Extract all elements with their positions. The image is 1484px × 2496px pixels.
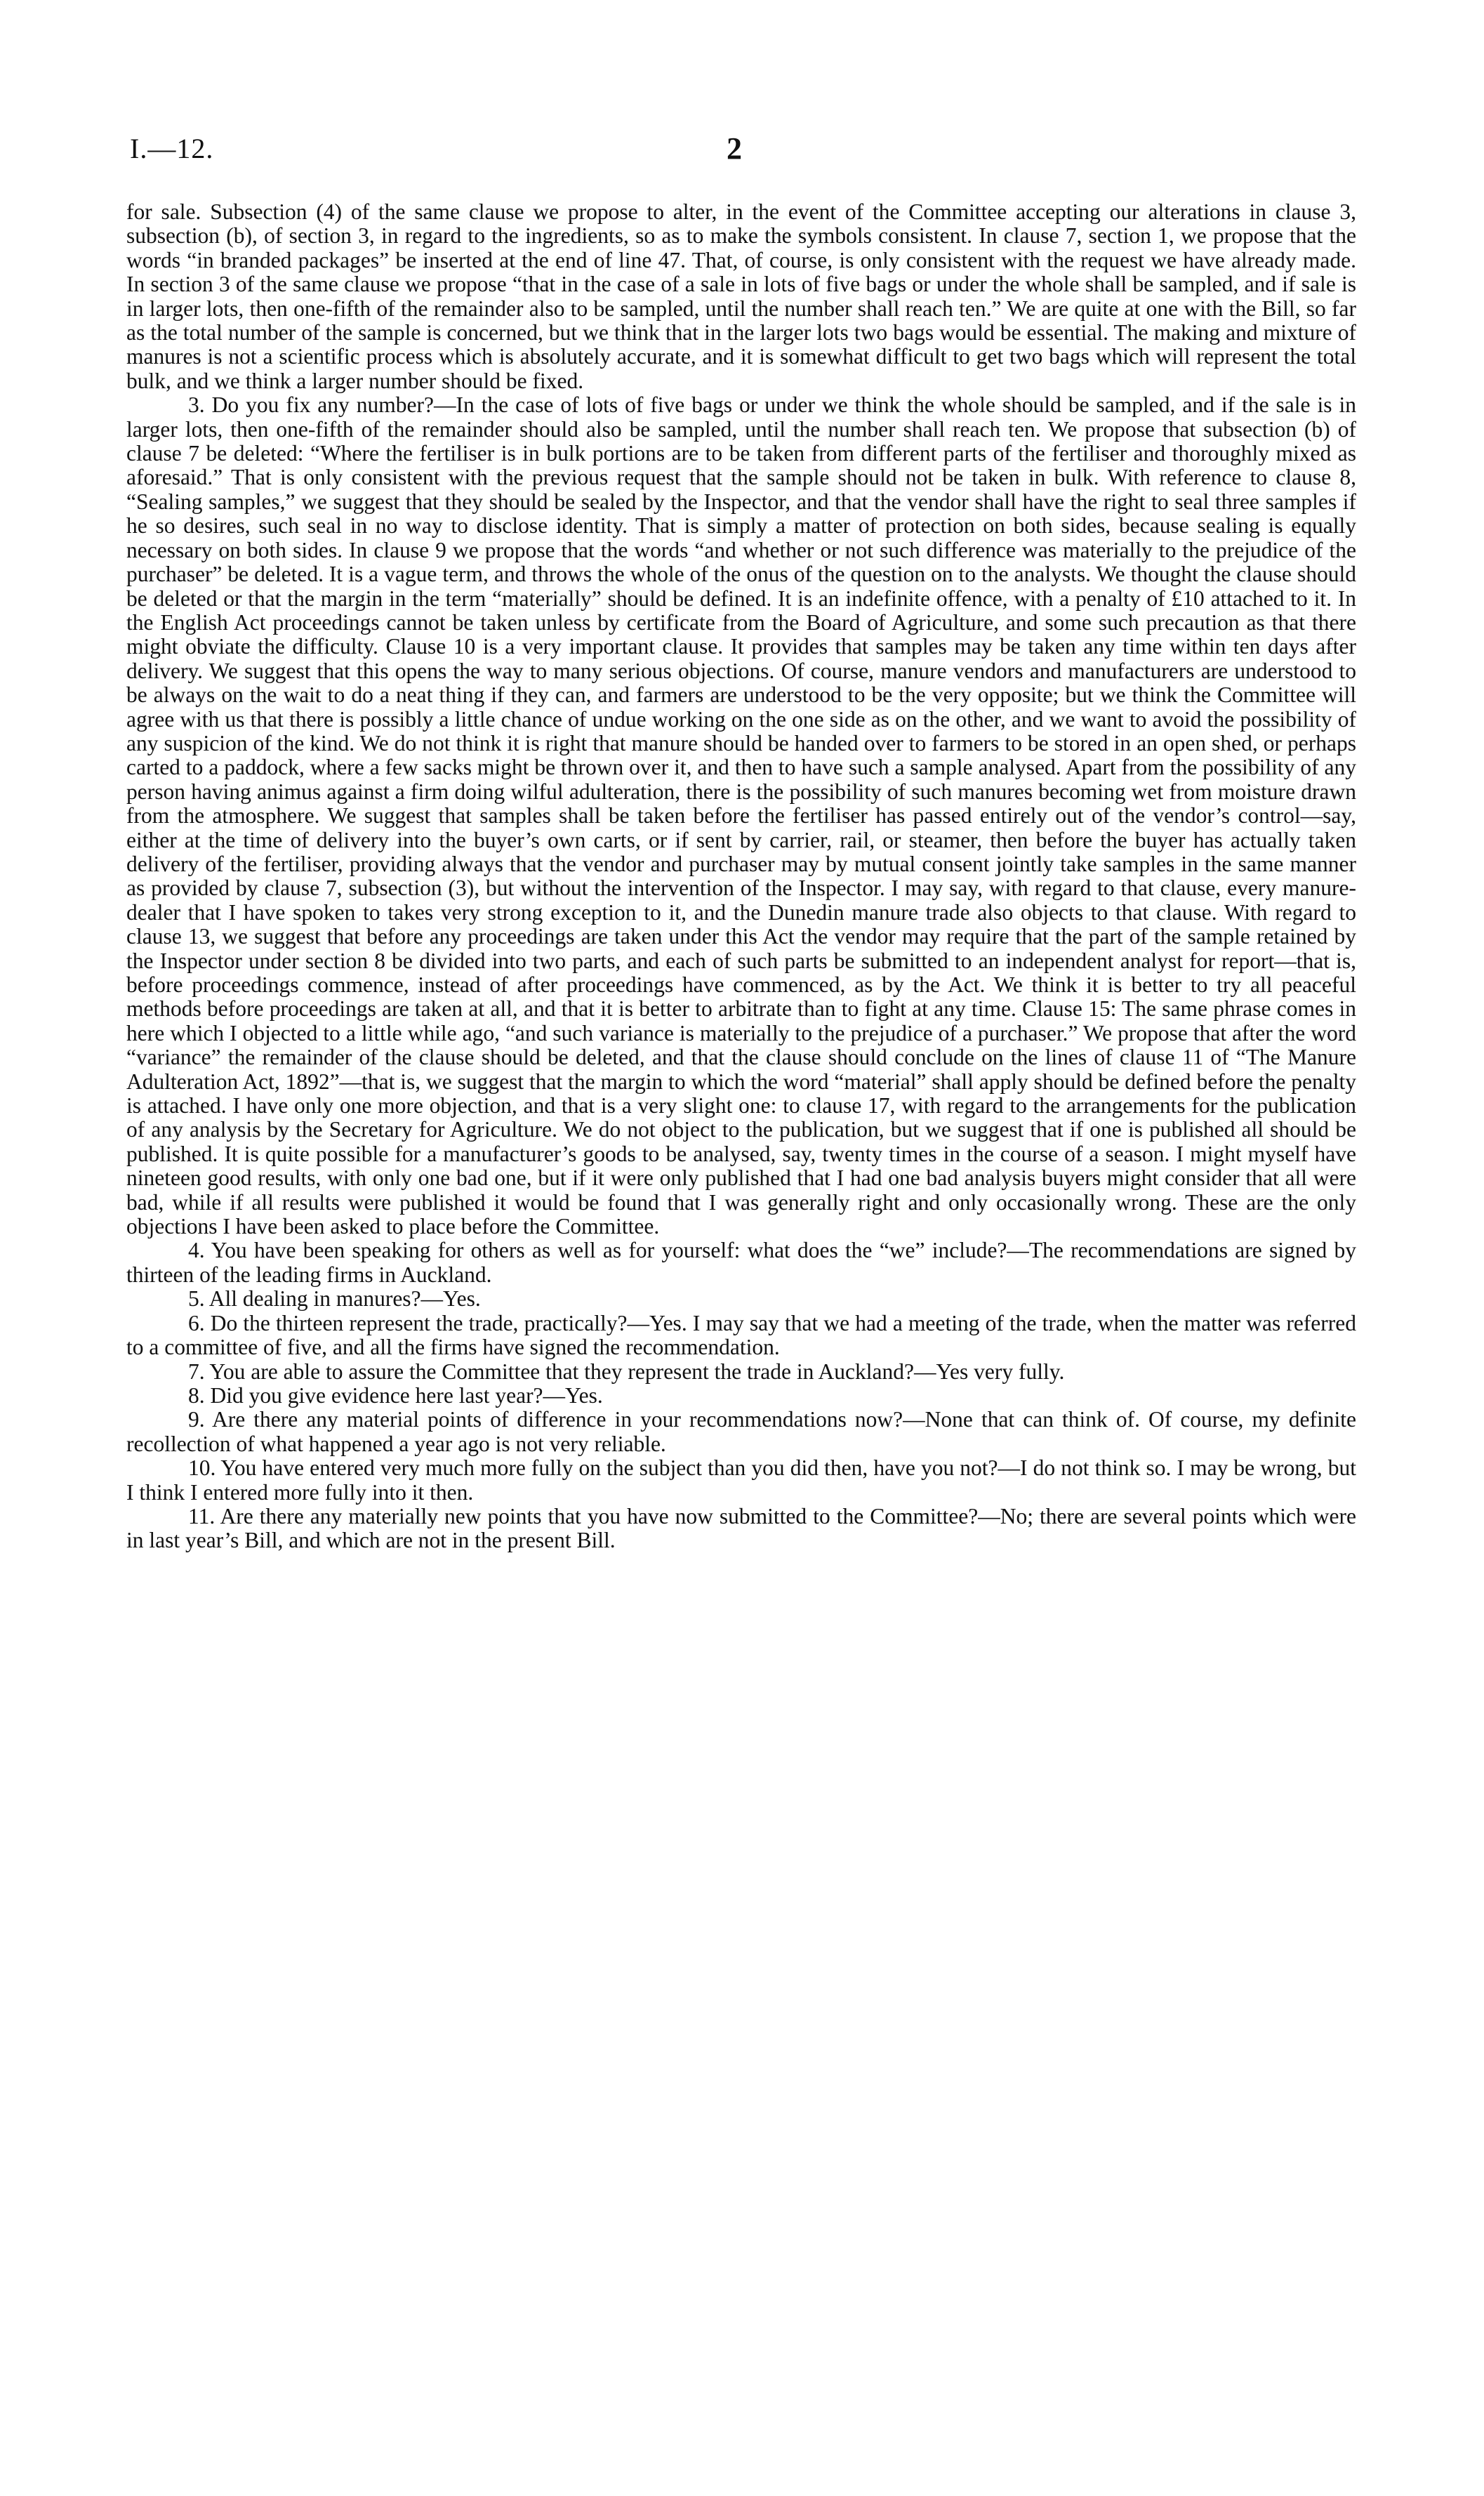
- document-reference: I.—12.: [130, 133, 214, 164]
- paragraph-question-9: 9. Are there any material points of difference in your recommendations now?—None that can think of. Of course, my definite recollection of what happened a year ago is not very reliable.: [126, 1407, 1356, 1456]
- paragraph-question-10: 10. You have entered very much more fully on the subject than you did then, have you not?—I do not think so. I may be wrong, but I think I entered more fully into it then.: [126, 1455, 1356, 1505]
- paragraph-continued: for sale. Subsection (4) of the same clause we propose to alter, in the event of the Committee accepting our alterations in clause 3, subsection (b), of section 3, in regard to the ingredients, so as to make the symbols consistent. In clause 7, section 1, we propose that the words “in branded packages” be inserted at the end of line 47. That, of course, is only consistent with the request we have already made. In section 3 of the same clause we propose “that in the case of a sale in lots of five bags or under the whole shall be sampled, and if sale is in larger lots, then one-fifth of the remainder also to be sampled, until the number shall reach ten.” We are quite at one with the Bill, so far as the total number of the sample is concerned, but we think that in the larger lots two bags would be essential. The making and mixture of manures is not a scientific process which is absolutely accurate, and it is somewhat difficult to get two bags which will represent the total bulk, and we think a larger number should be fixed.: [126, 199, 1356, 393]
- evidence-text: [126, 200, 1356, 1553]
- paragraph-question-4: 4. You have been speaking for others as well as for yourself: what does the “we” include?—The recommendations are signed by thirteen of the leading firms in Auckland.: [126, 1238, 1356, 1287]
- page-number: 2: [727, 131, 742, 166]
- paragraph-question-5: 5. All dealing in manures?—Yes.: [188, 1286, 481, 1312]
- paragraph-question-6: 6. Do the thirteen represent the trade, practically?—Yes. I may say that we had a meeting of the trade, when the matter was referred to a committee of five, and all the firms have signed the recommendation.: [126, 1310, 1356, 1360]
- paragraph-question-7: 7. You are able to assure the Committee that they represent the trade in Auckland?—Yes very fully.: [188, 1359, 1065, 1384]
- page-header: [130, 132, 1358, 174]
- paragraph-question-8: 8. Did you give evidence here last year?—Yes.: [188, 1382, 603, 1408]
- paragraph-question-11: 11. Are there any materially new points that you have now submitted to the Committee?—No; there are several points which were in last year’s Bill, and which are not in the present Bill.: [126, 1503, 1356, 1553]
- paragraph-question-3: 3. Do you fix any number?—In the case of lots of five bags or under we think the whole should be sampled, and if the sale is in larger lots, then one-fifth of the remainder should also be sampled, until the number shall reach ten. We propose that subsection (b) of clause 7 be deleted: “Where the fertiliser is in bulk portions are to be taken from different parts of the fertiliser and thoroughly mixed as aforesaid.” That is only consistent with the previous request that the sample should not be taken in bulk. With reference to clause 8, “Sealing samples,” we suggest that they should be sealed by the Inspector, and that the vendor shall have the right to seal three samples if he so desires, such seal in no way to disclose identity. That is simply a matter of protection on both sides, because sealing is equally necessary on both sides. In clause 9 we propose that the words “and whether or not such difference was materially to the prejudice of the purchaser” be deleted. It is a vague term, and throws the whole of the onus of the question on to the analysts. We thought the clause should be deleted or that the margin in the term “materially” should be defined. It is an indefinite offence, with a penalty of £10 attached to it. In the English Act proceedings cannot be taken unless by certificate from the Board of Agriculture, and some such precaution as that there might obviate the difficulty. Clause 10 is a very important clause. It provides that samples may be taken any time within ten days after delivery. We suggest that this opens the way to many serious objections. Of course, manure vendors and manufacturers are understood to be always on the wait to do a neat thing if they can, and farmers are understood to be the very opposite; but we think the Committee will agree with us that there is possibly a little chance of undue working on the one side as on the other, and we want to avoid the possibility of any suspicion of the kind. We do not think it is right that manure should be handed over to farmers to be stored in an open shed, or perhaps carted to a paddock, where a few sacks might be thrown over it, and then to have such a sample analysed. Apart from the possibility of any person having animus against a firm doing wilful adulteration, there is the possibility of such manures becoming wet from moisture drawn from the atmosphere. We suggest that samples shall be taken before the fertiliser has passed entirely out of the vendor’s control—say, either at the time of delivery into the buyer’s own carts, or if sent by carrier, rail, or steamer, then before the buyer has actually taken delivery of the fertiliser, providing always that the vendor and purchaser may by mutual consent jointly take samples in the same manner as provided by clause 7, subsection (3), but without the intervention of the Inspector. I may say, with regard to that clause, every manure-dealer that I have spoken to takes very strong exception to it, and the Dunedin manure trade also objects to that clause. With regard to clause 13, we suggest that before any proceedings are taken under this Act the vendor may require that the part of the sample retained by the Inspector under section 8 be divided into two parts, and each of such parts be submitted to an independent analyst for report—that is, before proceedings commence, instead of after proceedings have commenced, as by the Act. We think it is better to try all peaceful methods before proceedings are taken at all, and that it is better to arbitrate than to fight at any time. Clause 15: The same phrase comes in here which I objected to a little while ago, “and such variance is materially to the prejudice of a purchaser.” We propose that after the word “variance” the remainder of the clause should be deleted, and that the clause should conclude on the lines of clause 11 of “The Manure Adulteration Act, 1892”—that is, we suggest that the margin to which the word “material” shall apply should be defined before the penalty is attached. I have only one more objection, and that is a very slight one: to clause 17, with regard to the arrangements for the publication of any analysis by the Secretary for Agriculture. We do not object to the publication, but we suggest that if one is published all should be published. It is quite possible for a manufacturer’s goods to be analysed, say, twenty times in the course of a season. I might myself have nineteen good results, with only one bad one, but if it were only published that I had one bad analysis buyers might consider that all were bad, while if all results were published it would be found that I was generally right and only occasionally wrong. These are the only objections I have been asked to place before the Committee.: [126, 392, 1356, 1239]
